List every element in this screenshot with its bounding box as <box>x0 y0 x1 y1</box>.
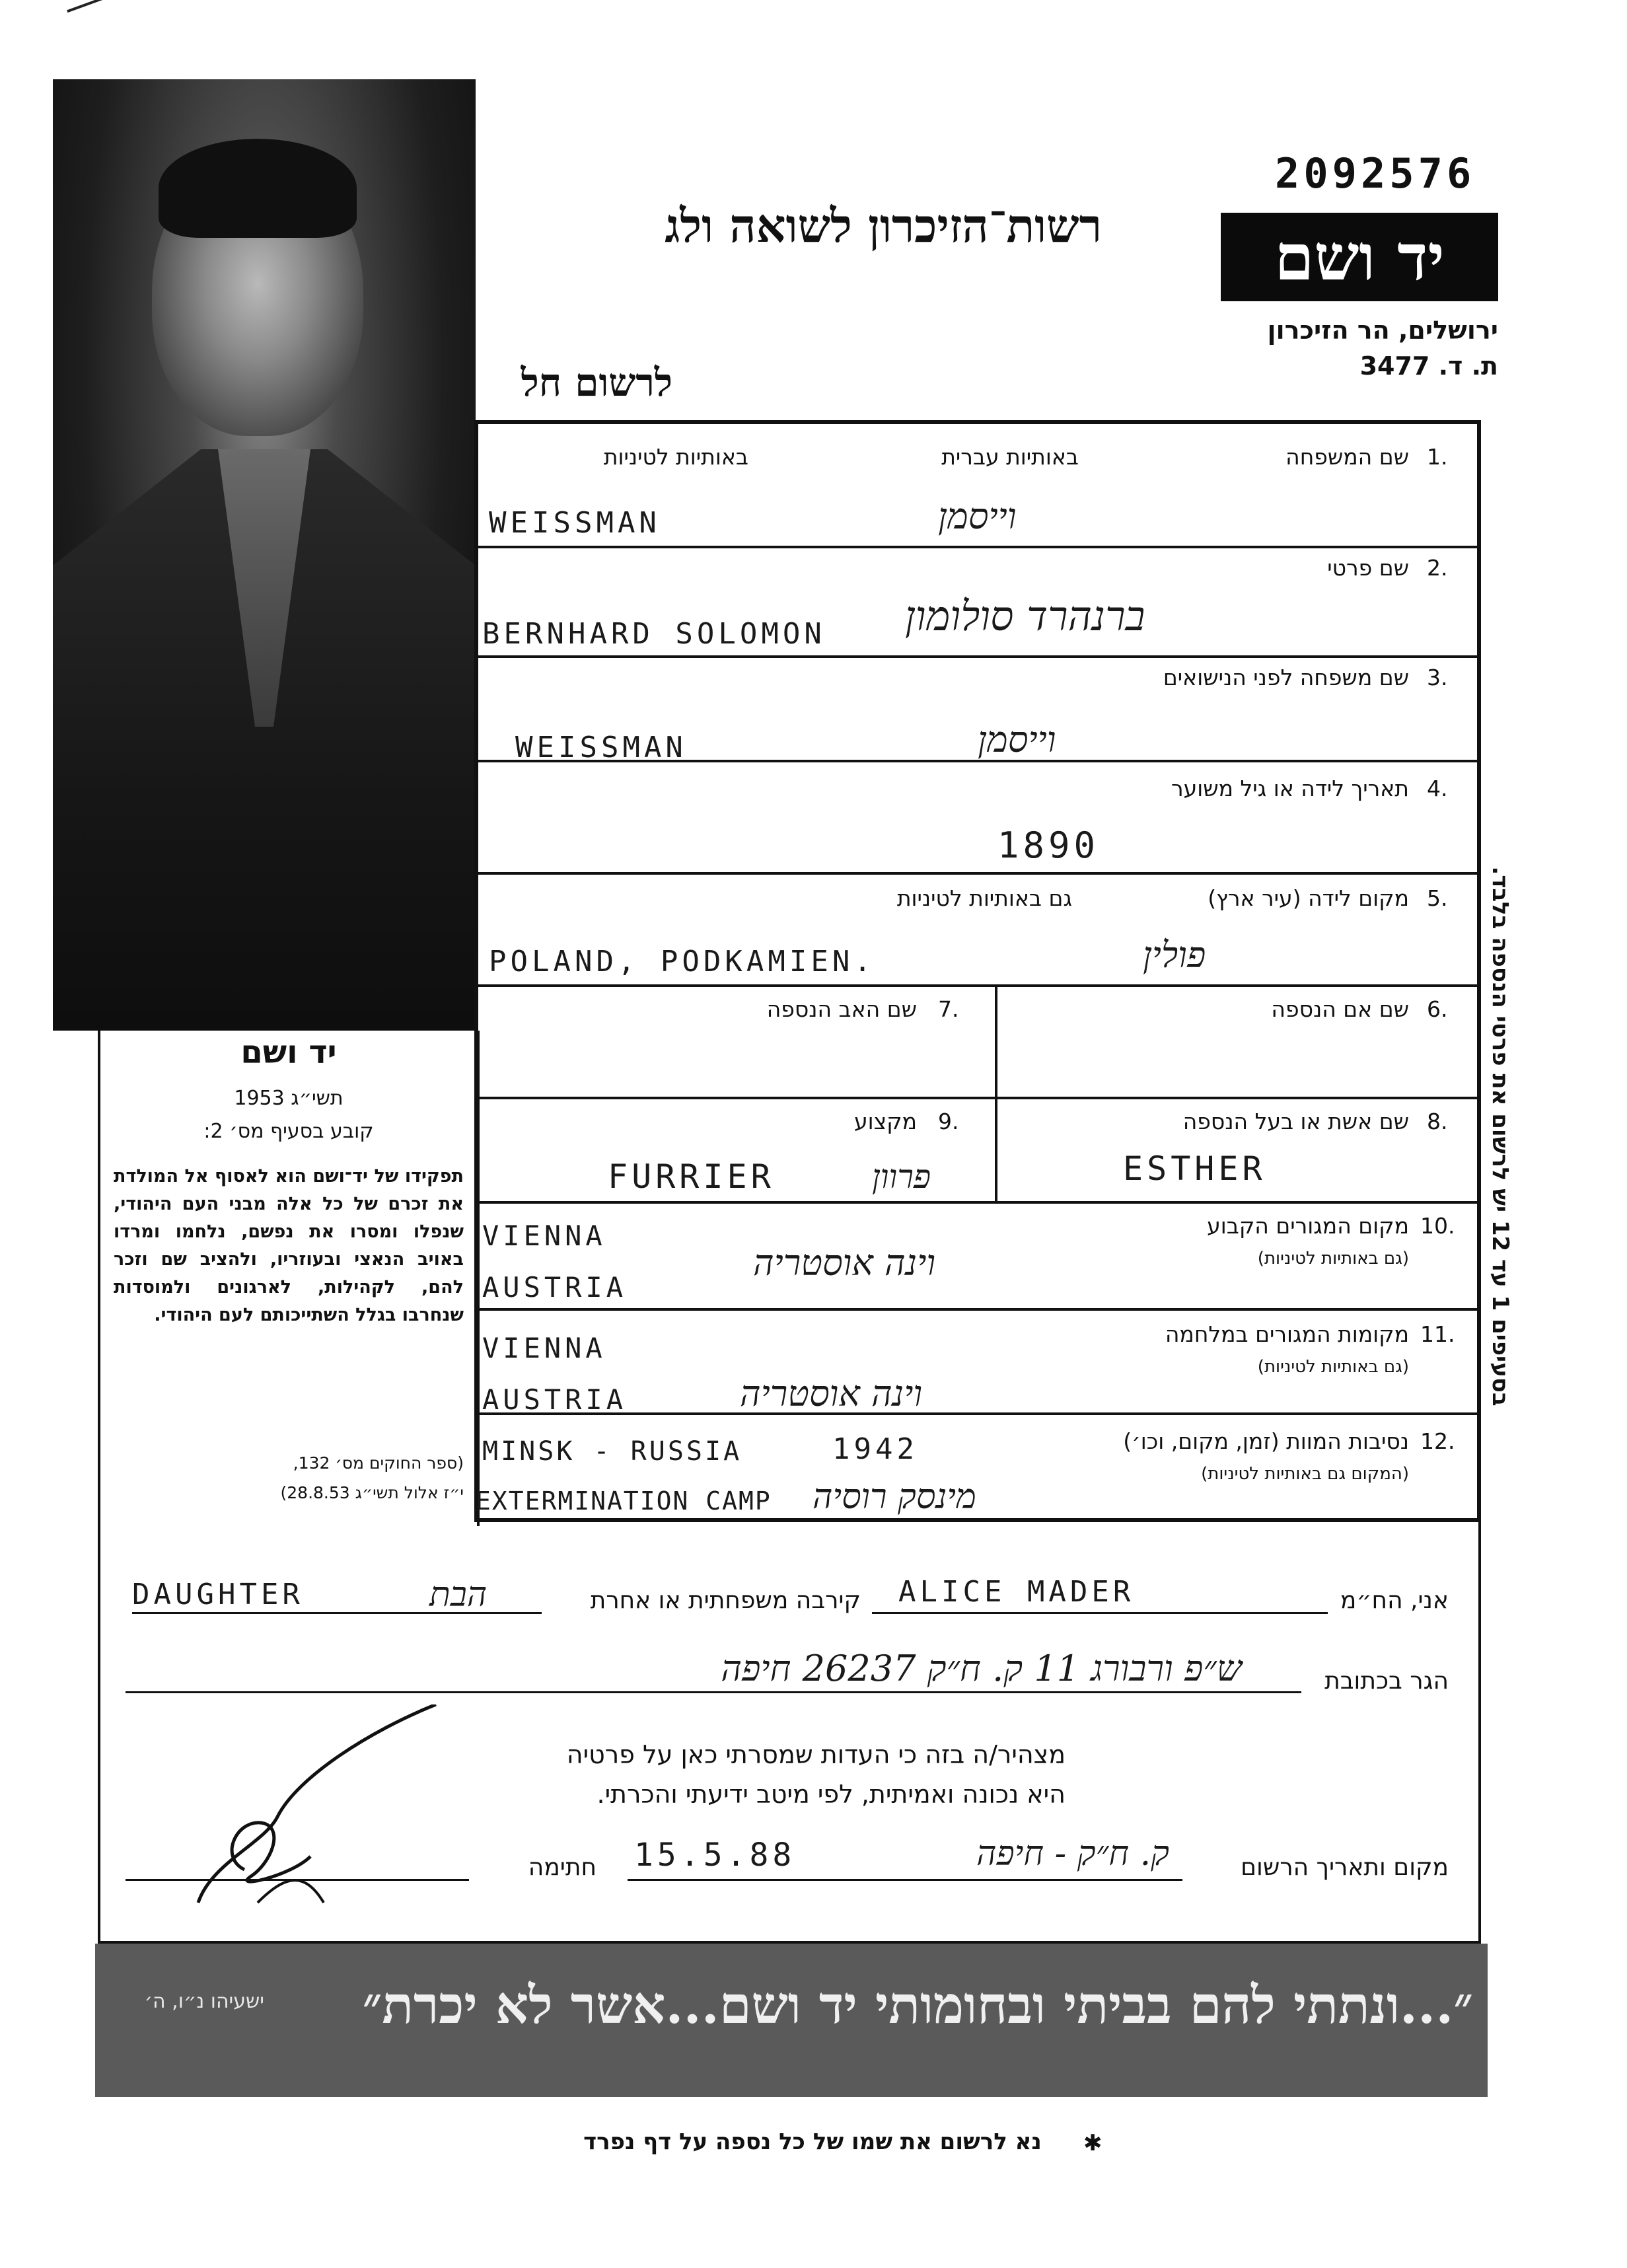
field-5-sub-latin: גם באותיות לטיניות <box>896 885 1072 911</box>
law-box-foot-2: י״ז אלול תשי״ג 28.8.53) <box>280 1483 464 1502</box>
place-date-line <box>628 1879 1182 1881</box>
footer-bullet-icon: ✱ <box>1083 2130 1103 2156</box>
relation-label: קירבה משפחתית או אחרת <box>590 1587 861 1614</box>
field-9-value-latin[interactable]: FURRIER <box>608 1157 775 1196</box>
row-divider <box>474 546 1481 548</box>
field-5-value-latin[interactable]: POLAND, PODKAMIEN. <box>489 945 875 978</box>
field-9-label: מקצוע <box>853 1109 917 1134</box>
victim-photo <box>53 79 476 1031</box>
address-value[interactable]: ש״פ ורבורג 11 ק. ח״ק 26237 חיפה <box>721 1648 1242 1689</box>
law-box-title: יד ושם <box>240 1034 337 1071</box>
statement-line-2: היא נכונה ואמיתית, לפי מיטב ידיעתי והכרתי. <box>597 1780 1066 1809</box>
field-4-number: 4. <box>1427 776 1448 801</box>
banner-quote: ״...ונתתי להם בביתי ובחומותי יד ושם...אשר לא יכרת״ <box>362 1975 1473 2035</box>
address-line-rule <box>126 1691 1301 1693</box>
field-5-label: מקום לידה (עיר ארץ) <box>1208 885 1409 911</box>
field-12-sub-latin: (המקום גם באותיות לטיניות) <box>1201 1464 1409 1484</box>
field-1-sub-hebrew: באותיות עברית <box>941 444 1079 470</box>
law-box-paragraph: תפקידו של יד־ושם הוא לאסוף אל המולדת את זכרם של כל אלה מבני העם היהודי, שנפלו ומסרו את נפשם, נלחמו ומרדו באויב הנאצי ובעוזריו, ולהציב שם וזכר להם, לקהילות, לארגונים ולמוסדות שנחרבו בגלל השתייכותם לעם היהודי. <box>114 1166 464 1325</box>
po-box: ת. ד. 3477 <box>1359 351 1498 381</box>
field-8-value[interactable]: ESTHER <box>1123 1150 1266 1188</box>
field-3-number: 3. <box>1427 665 1448 690</box>
declarant-name-line <box>872 1612 1328 1614</box>
scan-mark <box>67 0 105 13</box>
field-10-sub-latin: (גם באותיות לטיניות) <box>1257 1249 1409 1268</box>
field-11-sub-latin: (גם באותיות לטיניות) <box>1257 1357 1409 1377</box>
field-1-number: 1. <box>1427 444 1448 470</box>
address-label: הגר בכתובת <box>1324 1667 1449 1695</box>
field-9-value-hebrew[interactable]: פרוון <box>872 1157 931 1196</box>
field-2-number: 2. <box>1427 555 1448 581</box>
field-3-label: שם משפחה לפני הנישואים <box>1163 665 1409 690</box>
field-6-label: שם אם הנספה <box>1271 996 1409 1022</box>
row-divider <box>474 1201 1481 1204</box>
field-9-number: 9. <box>938 1109 959 1134</box>
relation-latin[interactable]: DAUGHTER <box>132 1578 304 1611</box>
declarant-name[interactable]: ALICE MADER <box>898 1575 1135 1609</box>
field-1-value-latin[interactable]: WEISSMAN <box>489 506 661 540</box>
field-6-number: 6. <box>1427 996 1448 1022</box>
field-11-value-line2[interactable]: AUSTRIA <box>482 1383 628 1416</box>
row-divider <box>474 1097 1481 1099</box>
field-12-value-line1[interactable]: MINSK - RUSSIA <box>482 1436 742 1467</box>
field-8-label: שם אשת או בעל הנספה <box>1182 1109 1409 1134</box>
statement-line-1: מצהיר/ה בזה כי העדות שמסרתי כאן על פרטיה <box>566 1740 1066 1769</box>
field-4-value[interactable]: 1890 <box>997 824 1100 866</box>
row-divider <box>474 872 1481 875</box>
field-2-value-hebrew[interactable]: ברנהרד סולומון <box>905 592 1145 640</box>
side-note: בסעיפים 1 עד 12 יש לרשום את פרטי הנספה בלבד. <box>1487 866 1513 1407</box>
field-2-label: שם פרטי <box>1327 555 1409 581</box>
field-2-value-latin[interactable]: BERNHARD SOLOMON <box>482 617 826 651</box>
field-11-number: 11. <box>1420 1321 1455 1347</box>
footer-note: נא לרשום את שמו של כל נספה על דף נפרד <box>583 2129 1042 2155</box>
col-divider <box>995 984 997 1097</box>
field-10-value-hebrew[interactable]: וינה אוסטריה <box>753 1242 936 1284</box>
field-4-label: תאריך לידה או גיל משוער <box>1171 776 1409 801</box>
field-10-value-line2[interactable]: AUSTRIA <box>482 1271 628 1303</box>
field-3-value-latin[interactable]: WEISSMAN <box>515 731 687 764</box>
field-12-label: נסיבות המוות (זמן, מקום, וכו׳) <box>1123 1428 1409 1454</box>
field-12-number: 12. <box>1420 1428 1455 1454</box>
field-11-value-hebrew[interactable]: וינה אוסטריה <box>740 1373 923 1414</box>
yad-vashem-law-box <box>98 1031 480 1526</box>
field-1-sub-latin: באותיות לטיניות <box>603 444 748 470</box>
field-7-label: שם האב הנספה <box>766 996 917 1022</box>
registration-place[interactable]: ק. ח״ק - חיפה <box>976 1834 1169 1874</box>
field-11-value-line1[interactable]: VIENNA <box>482 1332 606 1364</box>
place-date-label: מקום ותאריך הרשום <box>1241 1854 1449 1881</box>
field-10-number: 10. <box>1420 1213 1455 1239</box>
field-10-value-line1[interactable]: VIENNA <box>482 1220 606 1252</box>
field-3-value-hebrew[interactable]: וייסמן <box>978 719 1056 760</box>
institution-title: רשות־הזיכרון לשואה ולג <box>665 198 1102 253</box>
field-12-value-year[interactable]: 1942 <box>832 1432 918 1466</box>
law-box-clause: קובע בסעיף מס׳ 2: <box>203 1120 374 1143</box>
field-10-label: מקום המגורים הקבוע <box>1207 1213 1409 1239</box>
field-11-label: מקומות המגורים במלחמה <box>1165 1321 1409 1347</box>
relation-hebrew[interactable]: הבת <box>429 1575 488 1615</box>
form-title: לרשום חל <box>521 360 672 405</box>
law-box-year: תשי״ג 1953 <box>234 1087 343 1110</box>
field-5-value-hebrew[interactable]: פולין <box>1143 934 1206 976</box>
col-divider <box>995 1097 997 1201</box>
field-12-value-line2[interactable]: EXTERMINATION CAMP <box>476 1486 772 1516</box>
field-12-value-hebrew[interactable]: מינסק רוסיה <box>813 1477 976 1517</box>
row-divider <box>474 655 1481 658</box>
field-5-number: 5. <box>1427 885 1448 911</box>
row-divider <box>474 1308 1481 1311</box>
field-1-label: שם המשפחה <box>1285 444 1409 470</box>
registration-date[interactable]: 15.5.88 <box>634 1837 796 1874</box>
serial-number: 2092576 <box>1275 149 1476 198</box>
declaration-undersigned-label: אני, הח״מ <box>1340 1587 1449 1614</box>
signature-label: חתימה <box>528 1854 597 1881</box>
banner-citation: ישעיהו נ״ו, ה׳ <box>144 1990 264 2013</box>
address-line: ירושלים, הר הזיכרון <box>1267 316 1498 345</box>
field-8-number: 8. <box>1427 1109 1448 1134</box>
field-7-number: 7. <box>938 996 959 1022</box>
yad-vashem-logo: יד ושם <box>1221 213 1498 301</box>
field-1-value-hebrew[interactable]: וייסמן <box>938 495 1017 537</box>
signature-scribble <box>172 1704 449 1916</box>
law-box-foot-1: (ספר החוקים מס׳ 132, <box>293 1453 464 1473</box>
row-divider <box>474 984 1481 987</box>
